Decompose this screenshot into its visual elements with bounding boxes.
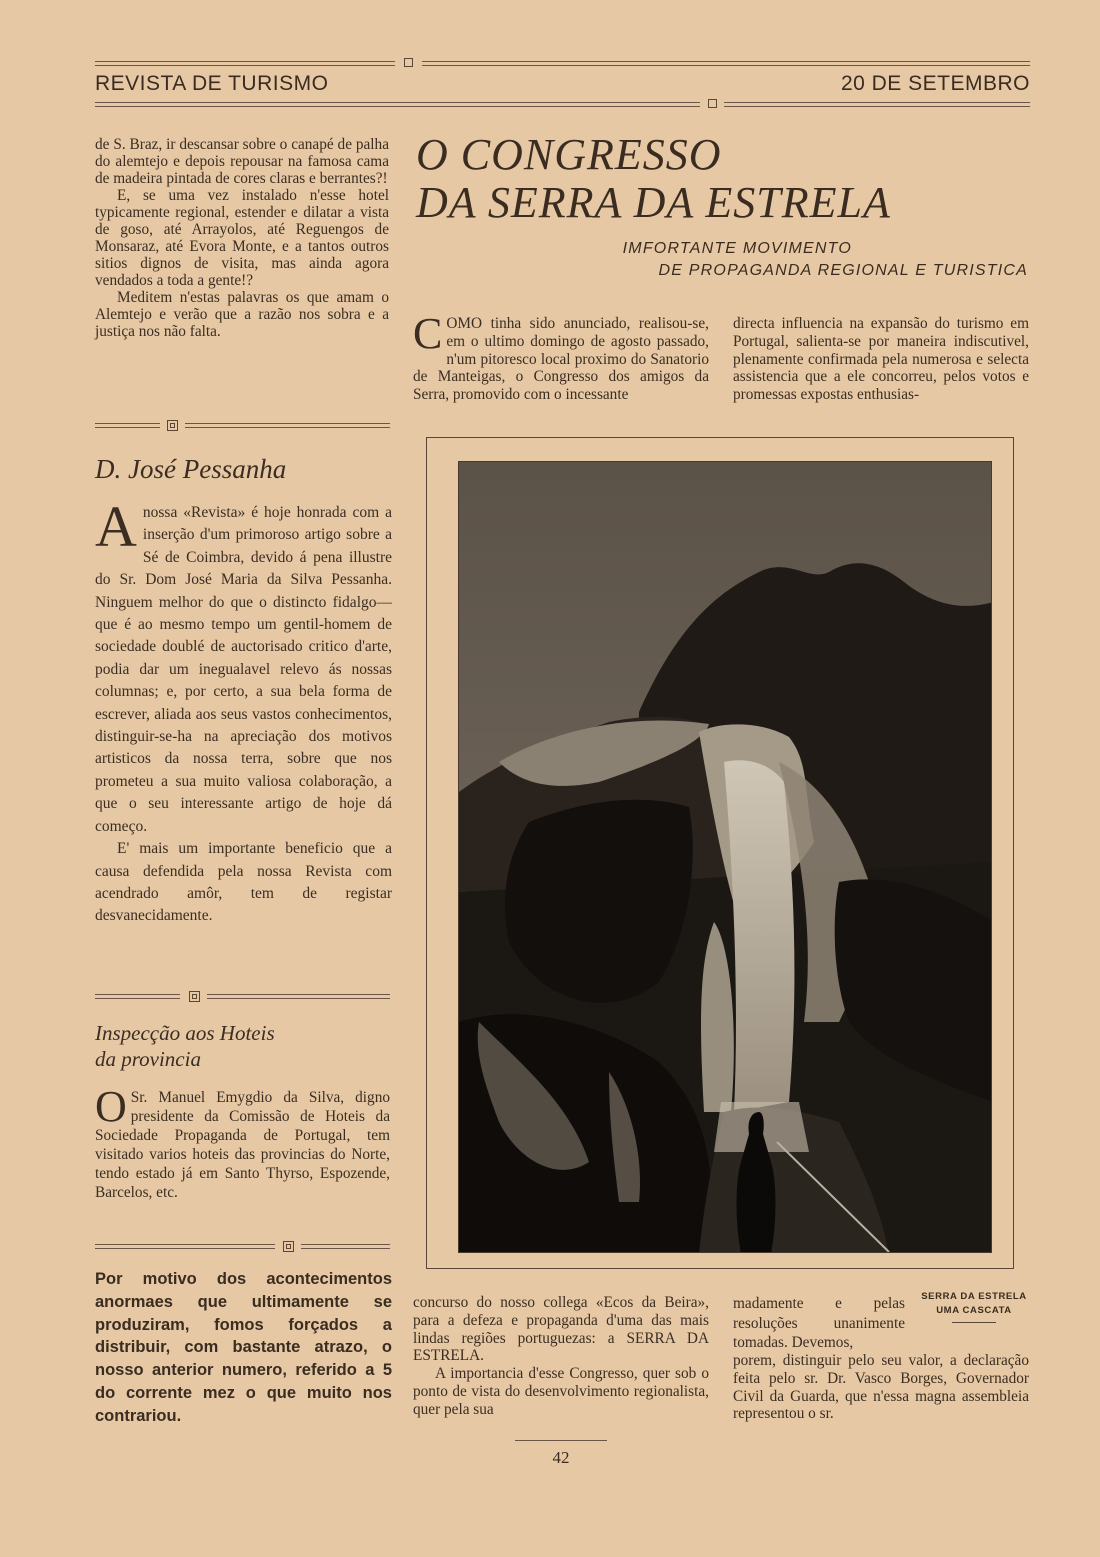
hoteis-article xyxy=(95,1082,390,1202)
congresso-text: madamente e pelas resoluções unanimente tomadas. Devemos, xyxy=(733,1295,905,1351)
intro-paragraph: de S. Braz, ir descansar sobre o canapé de palha do alemtejo e depois repousar na famosa cama de madeira pintada de cores claras e berrantes?! xyxy=(95,136,389,187)
intro-paragraph: E, se uma vez instalado n'esse hotel typicamente regional, estender e dilatar a vista de goso, até Arrayolos, até Reguengos de Monsaraz, até Evora Monte, e a tantos outros sitios dignos de visita, mas ainda agora vendados a toda a gente!? xyxy=(95,187,389,289)
article-title-line1: O CONGRESSO xyxy=(416,130,722,179)
article-title-line2: DA SERRA DA ESTRELA xyxy=(416,178,891,227)
pessanha-paragraph: nossa «Revista» é hoje honrada com a inserção d'um primoroso artigo sobre a Sé de Coimbra, devido á pena illustre do Sr. Dom José Maria da Silva Pessanha. Ninguem melhor do que o distincto fidalgo—que é ao mesmo tempo um gentil-homem de sociedade doublé de auctorisado critico d'arte, podia dar um inegualavel relevo ás nossas columnas; e, por certo, a sua bela forma de escrever, aliada aos seus vastos conhecimentos, distinguir-se-ha na apreciação dos motivos artisticos da nossa terra, sobre que nos prometeu a sua muito valiosa colaboração, a que o seu interessante artigo de hoje dá começo. xyxy=(95,504,392,835)
left-intro xyxy=(95,136,389,340)
section-rule xyxy=(207,994,390,999)
congresso-col1-top xyxy=(413,309,709,404)
section-ornament xyxy=(283,1241,294,1252)
header-ornament xyxy=(404,58,413,67)
drop-cap: A xyxy=(95,494,137,559)
congresso-col1-bottom xyxy=(413,1294,709,1419)
header-rule-bottom-right xyxy=(724,102,1030,107)
congresso-text: OMO tinha sido anunciado, realisou-se, em o ultimo domingo de agosto passado, n'um pitoresco local proximo do Sanatorio de Manteigas, o Congresso dos amigos da Serra, promovido com o incessante xyxy=(413,315,709,404)
congresso-text: concurso do nosso collega «Ecos da Beira», para a defeza e propaganda d'uma das mais lindas regiões portuguezas: a SERRA DA ESTRELA. xyxy=(413,1294,709,1365)
congresso-col2-top xyxy=(733,315,1029,404)
header-rule-bottom-left xyxy=(95,102,700,107)
caption-rule xyxy=(952,1322,996,1323)
section-rule xyxy=(301,1244,390,1249)
article-subtitle-line1: IMFORTANTE MOVIMENTO xyxy=(622,240,852,257)
section-rule xyxy=(95,423,160,428)
congresso-text: directa influencia na expansão do turismo em Portugal, salienta-se por maneira indiscutivel, plenamente confirmada pela numerosa e selecta assistencia que a ele concorreu, pelos votos e promessas expostas enthusias- xyxy=(733,315,1029,404)
section-ornament xyxy=(167,420,178,431)
issue-date: 20 DE SETEMBRO xyxy=(840,72,1030,95)
header-rule-left xyxy=(95,61,395,66)
drop-cap: C xyxy=(413,309,443,358)
caption-line: UMA CASCATA xyxy=(936,1305,1012,1316)
section-rule xyxy=(95,994,180,999)
hoteis-heading-line: Inspecção aos Hoteis xyxy=(95,1021,275,1045)
waterfall-image xyxy=(459,462,992,1253)
illustration-caption xyxy=(916,1290,1032,1323)
header-ornament-2 xyxy=(708,99,717,108)
hoteis-text: Sr. Manuel Emygdio da Silva, digno presidente da Comissão de Hoteis da Sociedade Propaganda de Portugal, tem visitado varios hoteis das provincias do Norte, tendo estado já em Santo Thyrso, Espozende, Barcelos, etc. xyxy=(95,1089,390,1201)
pessanha-heading: D. José Pessanha xyxy=(95,454,287,484)
article-subtitle-line2: DE PROPAGANDA REGIONAL E TURISTICA xyxy=(658,262,1028,279)
congresso-text: A importancia d'esse Congresso, quer sob o ponto de vista do desenvolvimento regionalista, quer pela sua xyxy=(413,1365,709,1418)
congresso-col2-bottom-a xyxy=(733,1294,905,1353)
intro-paragraph: Meditem n'estas palavras os que amam o Alemtejo e verão que a razão nos sobra e a justiça nos não falta. xyxy=(95,289,389,340)
section-rule xyxy=(95,1244,275,1249)
section-rule xyxy=(185,423,390,428)
page-number-rule xyxy=(515,1440,607,1441)
header-rule-right xyxy=(422,61,1030,66)
section-ornament xyxy=(189,991,200,1002)
journal-title: REVISTA DE TURISMO xyxy=(95,72,329,95)
congresso-col2-bottom-b xyxy=(733,1352,1029,1423)
hoteis-heading-line: da provincia xyxy=(95,1047,201,1071)
pessanha-article xyxy=(95,494,392,928)
hoteis-heading xyxy=(95,1020,395,1072)
distribution-notice: Por motivo dos acontecimentos anormaes que ultimamente se produziram, fomos forçados a distribuir, com bastante atrazo, o nosso anterior numero, referido a 5 do corrente mez o que muito nos contrariou. xyxy=(95,1270,392,1425)
drop-cap: O xyxy=(95,1082,127,1131)
caption-line: SERRA DA ESTRELA xyxy=(921,1291,1027,1302)
pessanha-paragraph: E' mais um importante beneficio que a causa defendida pela nossa Revista com acendrado amôr, tem de registar desvanecidamente. xyxy=(95,840,392,925)
waterfall-photograph xyxy=(458,461,992,1253)
congresso-text: porem, distinguir pelo seu valor, a declaração feita pelo sr. Dr. Vasco Borges, Governador Civil da Guarda, que n'essa magna assembleia representou o sr. xyxy=(733,1352,1029,1423)
page-number: 42 xyxy=(552,1448,570,1467)
